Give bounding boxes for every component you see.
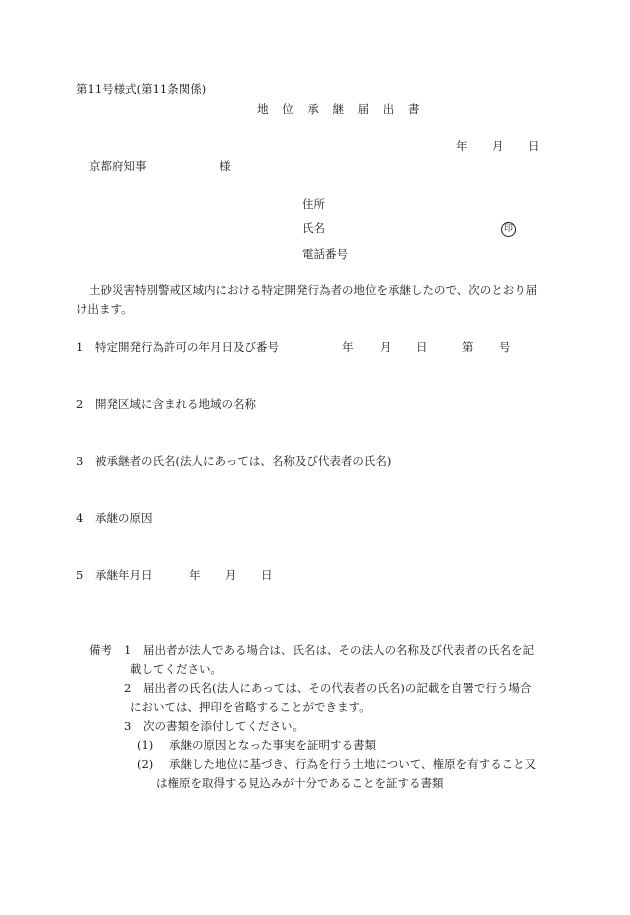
item-4-number: 4 (76, 511, 84, 525)
form-label: 第11号様式(第11条関係) (76, 82, 207, 96)
intro-line-1: 土砂災害特別警戒区域内における特定開発行為者の地位を承継したので、次のとおり届 (89, 283, 538, 297)
remarks-heading: 備考 (89, 643, 112, 657)
date-day-label: 日 (528, 139, 540, 153)
item-2-label: 開発区域に含まれる地域の名称 (95, 397, 256, 411)
item-1-label: 特定開発行為許可の年月日及び番号 (95, 340, 279, 354)
addressee-honorific: 様 (219, 159, 231, 173)
seal-mark (501, 222, 516, 237)
item-3-label: 被承継者の氏名(法人にあっては、名称及び代表者の氏名) (95, 454, 392, 468)
item-5-month-label: 月 (225, 568, 237, 582)
note-3-line-1: 次の書類を添付してください。 (143, 719, 304, 733)
item-5-label: 承継年月日 (95, 568, 153, 582)
address-label: 住所 (302, 197, 325, 211)
item-1-go-label: 号 (499, 340, 511, 354)
note-3-sub-1-number: (1) (137, 738, 154, 752)
note-1-number: 1 (124, 643, 132, 657)
note-2-number: 2 (124, 681, 132, 695)
date-year-label: 年 (456, 139, 468, 153)
item-3-number: 3 (76, 454, 84, 468)
note-3-sub-2-line-1: 承継した地位に基づき、行為を行う土地について、権原を有すること又 (169, 757, 537, 771)
note-3-number: 3 (124, 719, 132, 733)
addressee-name: 京都府知事 (89, 159, 147, 173)
note-3-sub-2-number: (2) (137, 757, 154, 771)
date-month-label: 月 (492, 139, 504, 153)
note-1-line-2: 載してください。 (130, 662, 222, 676)
item-2-number: 2 (76, 397, 84, 411)
item-5-day-label: 日 (261, 568, 273, 582)
seal-circle-icon: 印 (501, 222, 516, 237)
item-1-day-label: 日 (416, 340, 428, 354)
item-4-label: 承継の原因 (95, 511, 153, 525)
note-2-line-1: 届出者の氏名(法人にあっては、その代表者の氏名)の記載を自署で行う場合 (143, 681, 532, 695)
item-1-dai-label: 第 (462, 340, 474, 354)
note-2-line-2: においては、押印を省略することができます。 (130, 700, 371, 714)
note-3-sub-2-line-2: は権原を取得する見込みが十分であることを証する書類 (156, 776, 444, 790)
item-5-year-label: 年 (189, 568, 201, 582)
note-3-sub-1-text: 承継の原因となった事実を証明する書類 (169, 738, 376, 752)
name-label: 氏名 (302, 221, 325, 235)
phone-label: 電話番号 (302, 247, 348, 261)
document-title: 地 位 承 継 届 出 書 (257, 102, 425, 116)
item-1-number: 1 (76, 340, 84, 354)
note-1-line-1: 届出者が法人である場合は、氏名は、その法人の名称及び代表者の氏名を記 (143, 643, 534, 657)
item-1-year-label: 年 (342, 340, 354, 354)
item-1-month-label: 月 (380, 340, 392, 354)
intro-line-2: け出ます。 (76, 302, 133, 316)
item-5-number: 5 (76, 568, 84, 582)
